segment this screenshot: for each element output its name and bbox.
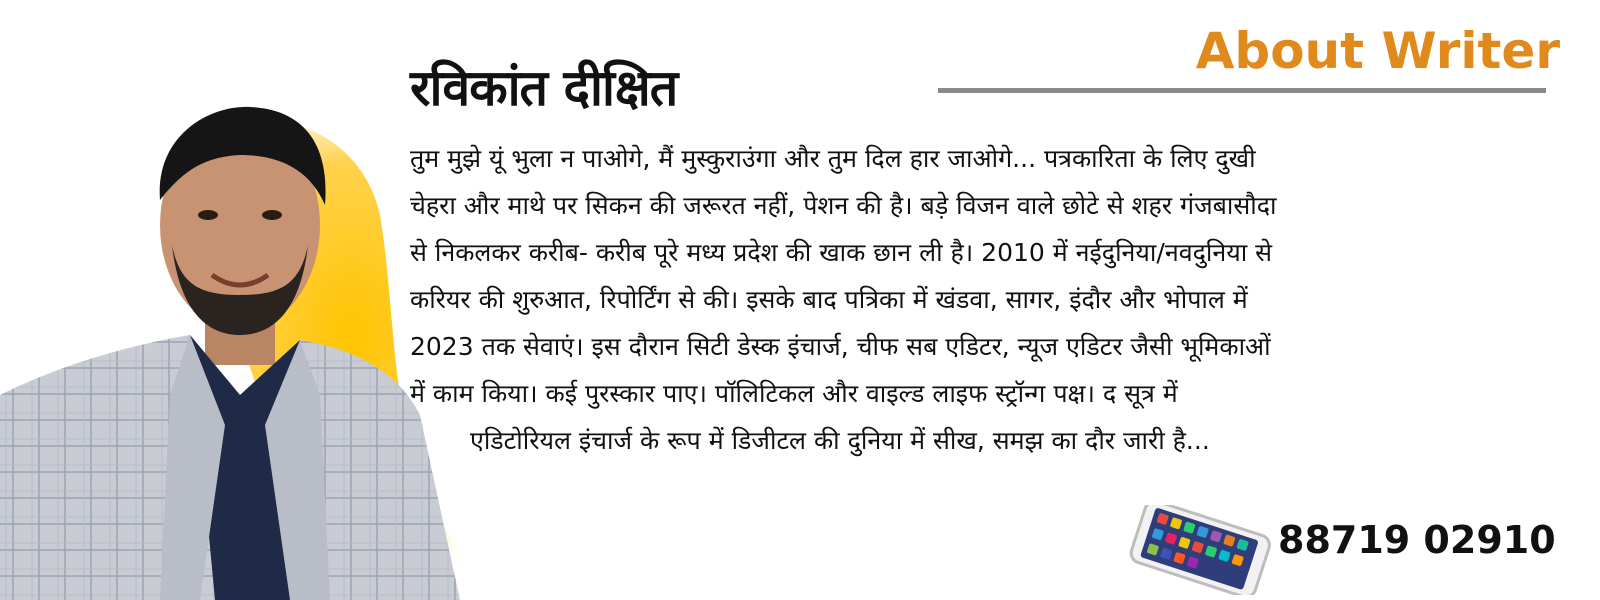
- bio-line: चेहरा और माथे पर सिकन की जरूरत नहीं, पेशन की है। बड़े विजन वाले छोटे से शहर गंजबासौदा: [410, 191, 1277, 220]
- bio-line: तुम मुझे यूं भुला न पाओगे, मैं मुस्कुराउंगा और तुम दिल हार जाओगे... पत्रकारिता के लिए दुखी: [410, 144, 1256, 173]
- smartphone-icon: [1125, 505, 1275, 595]
- bio-line: 2023 तक सेवाएं। इस दौरान सिटी डेस्क इंचार्ज, चीफ सब एडिटर, न्यूज एडिटर जैसी भूमिकाओं: [410, 332, 1271, 361]
- bio-line: से निकलकर करीब- करीब पूरे मध्य प्रदेश की खाक छान ली है। 2010 में नईदुनिया/नवदुनिया से: [410, 238, 1273, 267]
- writer-bio: [410, 135, 1560, 464]
- phone-number: 88719 02910: [1278, 518, 1556, 562]
- bio-line: एडिटोरियल इंचार्ज के रूप में डिजीटल की दुनिया में सीख, समझ का दौर जारी है...: [470, 426, 1210, 455]
- bio-line: में काम किया। कई पुरस्कार पाए। पॉलिटिकल और वाइल्ड लाइफ स्ट्रॉन्ग पक्ष। द सूत्र में: [410, 379, 1178, 408]
- bio-line: करियर की शुरुआत, रिपोर्टिंग से की। इसके बाद पत्रिका में खंडवा, सागर, इंदौर और भोपाल में: [410, 285, 1248, 314]
- title-divider: [938, 88, 1546, 93]
- about-writer-title: About Writer: [1195, 22, 1560, 80]
- writer-name: रविकांत दीक्षित: [410, 59, 678, 117]
